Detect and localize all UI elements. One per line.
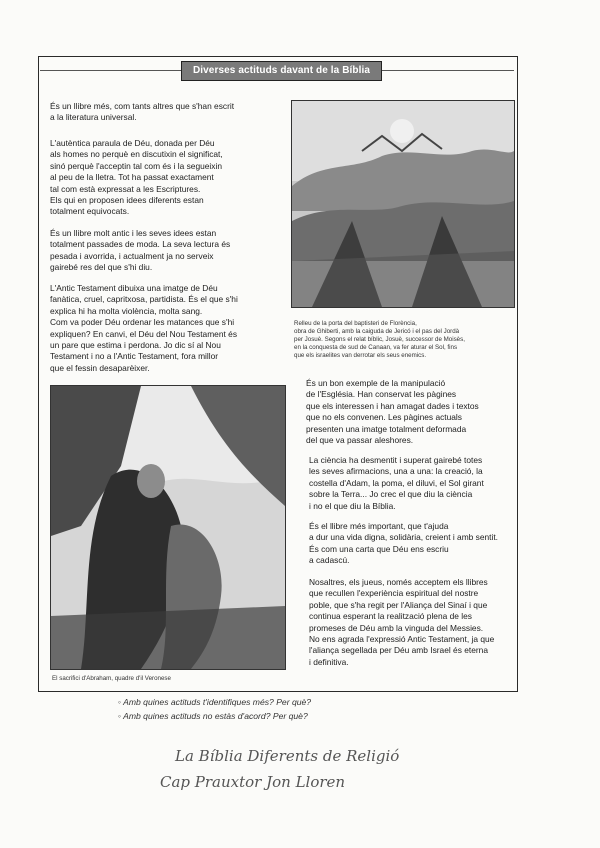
attitude-paragraph: L'autèntica paraula de Déu, donada per Déu als homes no perquè en discutixin el significat, sinó perquè l'acceptin tal com és i la segueixin al peu de la lletra. Tot ha passat exactament tal com està expressat a les Escriptures. Els qui en proposen idees diferents estan totalment equivocats. bbox=[50, 138, 223, 217]
question-item bbox=[118, 711, 308, 721]
attitude-paragraph: És el llibre més important, que t'ajuda a dur una vida digna, solidària, creient i amb sentit. És com una carta que Déu ens escriu a cadascú. bbox=[309, 521, 499, 566]
relief-caption: Relleu de la porta del baptisteri de Florència, obra de Ghiberti, amb la caiguda de Jericó i el pas del Jordà per Josuè. Segons el relat bíblic, Josuè, successor de Moisès, en la conquesta de sud de Canaan, va fer aturar el Sol, fins que els israelites van derrotar els seus enemics. bbox=[294, 320, 465, 359]
bullet-icon: ◦ bbox=[118, 711, 122, 721]
painting-caption: El sacrifici d'Abraham, quadre d'il Veronese bbox=[52, 675, 171, 682]
relief-photo bbox=[291, 100, 515, 308]
attitude-paragraph: És un bon exemple de la manipulació de l'Església. Han conservat les pàgines que els interessen i han amagat dades i textos que no els convenen. Les pàgines actuals presenten una imatge totalment deformada del que va passar aleshores. bbox=[306, 378, 479, 446]
bullet-icon: ◦ bbox=[118, 697, 122, 707]
attitude-paragraph: És un llibre molt antic i les seves idees estan totalment passades de moda. La seva lectura és pesada i avorrida, i actualment ja no serveix gairebé res del que s'hi diu. bbox=[50, 228, 231, 273]
attitude-paragraph: És un llibre més, com tants altres que s'han escrit a la literatura universal. bbox=[50, 101, 235, 123]
attitude-paragraph: L'Antic Testament dibuixa una imatge de Déu fanàtica, cruel, capritxosa, partidista. És el que s'hi explica hi ha molta violència, molta sang. Com va poder Déu ordenar les matances que s'hi expliquen? En canvi, el Déu del Nou Testament és un pare que estima i perdona. Jo dic sí al Nou Testament i no a l'Antic Testament, fora millor que el fessin desaparèixer. bbox=[50, 283, 238, 373]
handwritten-note: La Bíblia Diferents de Religió bbox=[175, 747, 400, 765]
question-item bbox=[118, 697, 311, 707]
question-text: Amb quines actituds no estàs d'acord? Per què? bbox=[123, 711, 308, 721]
handwritten-note: Cap Prauxtor Jon Lloren bbox=[160, 773, 346, 791]
painting-photo bbox=[50, 385, 286, 670]
question-text: Amb quines actituds t'identifiques més? Per què? bbox=[123, 697, 312, 707]
attitude-paragraph: Nosaltres, els jueus, només acceptem els llibres que recullen l'experiència espiritual del nostre poble, que s'ha regit per l'Aliança del Sinaí i que continua esperant la realització plena de les promeses de Déu amb la vinguda del Messies. No ens agrada l'expressió Antic Testament, ja que l'aliança segellada per Déu amb Israel és eterna i definitiva. bbox=[309, 577, 495, 667]
attitude-paragraph: La ciència ha desmentit i superat gairebé totes les seves afirmacions, una a una: la creació, la costella d'Adam, la poma, el diluvi, el Sol girant sobre la Terra... Jo crec el que diu la ciència i no el que diu la Bíblia. bbox=[309, 455, 484, 511]
page-title: Diverses actituds davant de la Bíblia bbox=[181, 61, 382, 81]
